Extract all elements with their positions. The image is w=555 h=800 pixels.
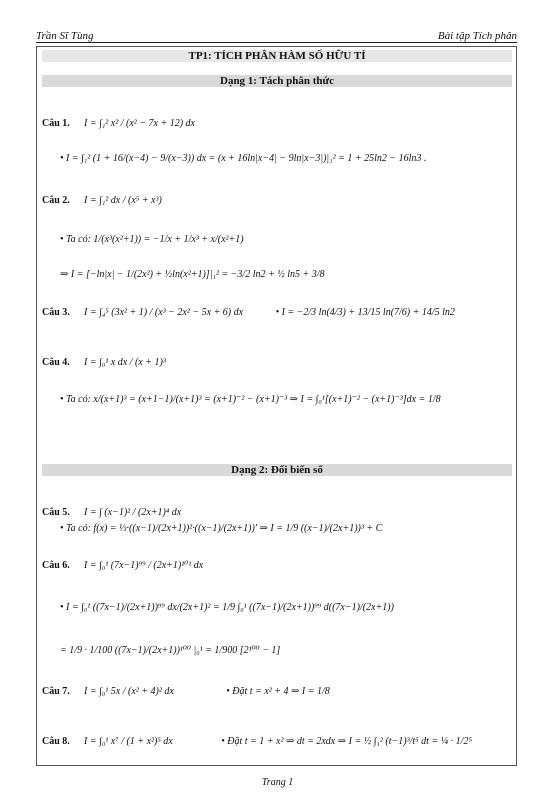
header-rule — [36, 42, 517, 43]
solution-5: • Ta có: f(x) = ⅓·((x−1)/(2x+1))²·((x−1)/(2x+1))′ ⇒ I = 1/9 ((x−1)/(2x+1))³ + C — [60, 523, 383, 534]
problem-label: Câu 4. — [42, 357, 70, 368]
problem-2 — [42, 194, 162, 208]
problem-4 — [42, 356, 166, 370]
page-title: TP1: TÍCH PHÂN HÀM SỐ HỮU TỈ — [42, 50, 512, 62]
problem-expression: I = ∫₀¹ x⁷ / (1 + x²)⁵ dx — [84, 736, 173, 747]
problem-7 — [42, 685, 330, 699]
problem-label: Câu 6. — [42, 560, 70, 571]
solution-7: • Đặt t = x² + 4 ⇒ I = 1/8 — [226, 686, 330, 697]
problem-expression: I = ∫₄⁵ (3x² + 1) / (x³ − 2x² − 5x + 6) dx — [84, 307, 244, 318]
problem-1 — [42, 117, 195, 131]
section-title-2: Dạng 2: Đổi biến số — [42, 464, 512, 476]
solution-6-cont: = 1/9 · 1/100 ((7x−1)/(2x+1))¹⁰⁰ |₀¹ = 1/900 [2¹⁰⁰ − 1] — [60, 645, 281, 656]
solution-2: • Ta có: 1/(x³(x²+1)) = −1/x + 1/x³ + x/(x²+1) — [60, 234, 244, 245]
problem-expression: I = ∫ (x−1)² / (2x+1)⁴ dx — [84, 507, 182, 518]
solution-6: • I = ∫₀¹ ((7x−1)/(2x+1))⁹⁹ dx/(2x+1)² = 1/9 ∫₀¹ ((7x−1)/(2x+1))⁹⁹ d((7x−1)/(2x+1)) — [60, 602, 394, 613]
section-title-1: Dạng 1: Tách phân thức — [42, 75, 512, 87]
problem-expression: I = ∫₀¹ x dx / (x + 1)³ — [84, 357, 166, 368]
problem-label: Câu 7. — [42, 686, 70, 697]
solution-3: • I = −2/3 ln(4/3) + 13/15 ln(7/6) + 14/5 ln2 — [275, 307, 455, 318]
problem-8 — [42, 735, 472, 749]
solution-1: • I = ∫₁² (1 + 16/(x−4) − 9/(x−3)) dx = (x + 16ln|x−4| − 9ln|x−3|)|₁² = 1 + 25ln2 − 16ln3 . — [60, 153, 427, 164]
problem-3 — [42, 306, 455, 320]
problem-expression: I = ∫₁² x² / (x² − 7x + 12) dx — [84, 118, 195, 129]
page-footer: Trang 1 — [261, 777, 294, 788]
problem-5 — [42, 506, 181, 520]
problem-label: Câu 2. — [42, 195, 70, 206]
problem-6 — [42, 559, 203, 573]
problem-label: Câu 1. — [42, 118, 70, 129]
problem-label: Câu 3. — [42, 307, 70, 318]
subject-header: Bài tập Tích phân — [437, 30, 517, 42]
solution-8: • Đặt t = 1 + x² ⇒ dt = 2xdx ⇒ I = ½ ∫₁² (t−1)³/t⁵ dt = ¼ · 1/2⁵ — [221, 736, 472, 747]
problem-label: Câu 8. — [42, 736, 70, 747]
solution-4: • Ta có: x/(x+1)³ = (x+1−1)/(x+1)³ = (x+1)⁻² − (x+1)⁻³ ⇒ I = ∫₀¹[(x+1)⁻² − (x+1)⁻³]dx = 1/8 — [60, 394, 441, 405]
problem-expression: I = ∫₀¹ (7x−1)⁹⁹ / (2x+1)¹⁰¹ dx — [84, 560, 204, 571]
problem-label: Câu 5. — [42, 507, 70, 518]
solution-2-cont: ⇒ I = [−ln|x| − 1/(2x²) + ½ln(x²+1)]|₁² = −3/2 ln2 + ½ ln5 + 3/8 — [60, 269, 325, 280]
problem-expression: I = ∫₁² dx / (x⁵ + x³) — [84, 195, 162, 206]
author-header: Trần Sĩ Tùng — [36, 30, 94, 42]
problem-expression: I = ∫₀¹ 5x / (x² + 4)² dx — [84, 686, 174, 697]
